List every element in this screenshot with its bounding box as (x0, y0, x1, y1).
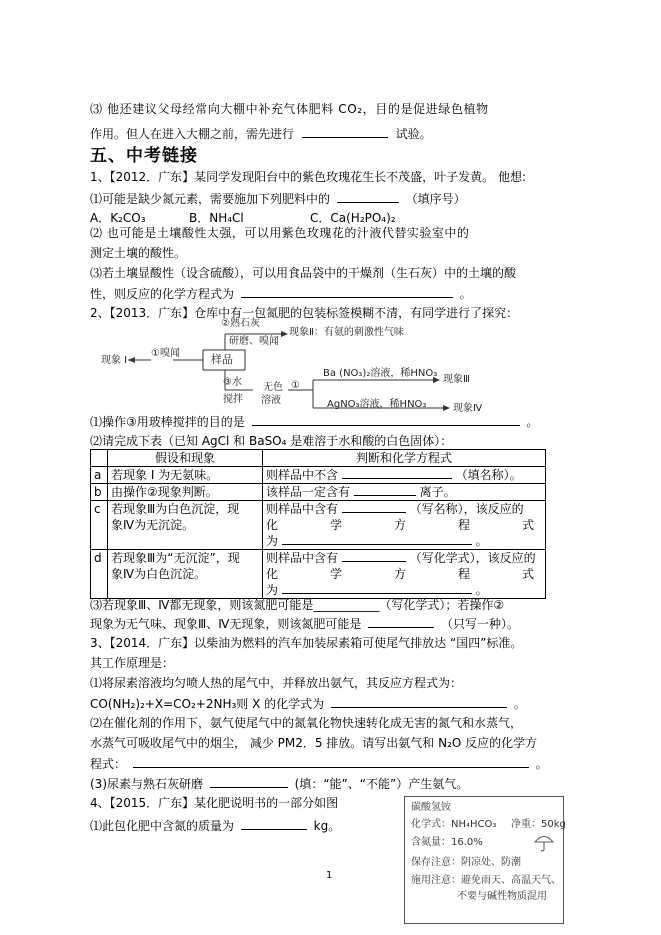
q3-s3-text: (3)尿素与熟石灰研磨 (90, 777, 203, 791)
label-title: 碳酸氢铵 (411, 802, 451, 813)
q-top-line2 (90, 126, 432, 141)
row-judgement (263, 550, 546, 599)
equation-label (266, 566, 534, 582)
cell-char: 学 (329, 567, 342, 581)
q1-s2a: ⑵ 也可能是土壤酸性太强，可以用紫色玫瑰花的汁液代替实验室中的 (90, 226, 470, 240)
reagent-1: Ba (NO₃)₂溶液，稀HNO₃ (323, 368, 438, 379)
cell-text: 离子。 (419, 485, 456, 499)
q1-s1 (90, 191, 466, 206)
cell-text: （写化学式），该反应的 (409, 551, 536, 565)
answer-blank[interactable] (210, 776, 288, 788)
q3-s1eq (90, 696, 526, 711)
q1-s3b-text: 性，则反应的化学方程式为 (90, 287, 235, 301)
cell-char: 式 (521, 567, 534, 581)
cell-text: 则样品中含有 (266, 502, 339, 516)
table-header-row (91, 450, 546, 467)
phenomenon-2: 现象Ⅱ：有氨的刺激性气味 (289, 327, 404, 338)
table-row (91, 550, 546, 599)
q2-s3b-text: 现象为无气味、现象Ⅲ、Ⅳ无现象，则该氮肥可能是 (90, 617, 362, 631)
q3-s1: ⑴将尿素溶液均匀喷人热的尾气中，并释放出氨气，其反应方程式为： (90, 676, 463, 690)
answer-blank[interactable] (354, 484, 416, 496)
q3-intro: 3、【2014．广东】以柴油为燃料的汽车加装尿素箱可使尾气排放达 “国四”标准。 (90, 636, 523, 650)
label-storage: 保存注意：阴凉处、防潮 (411, 857, 521, 868)
phenomenon-1: 现象 I (101, 355, 128, 366)
q2-intro: 2、【2013．广东】仓库中有一包氮肥的包装标签模糊不清，有同学进行了探究： (90, 306, 519, 320)
cell-text: 。 (475, 534, 488, 548)
cell-char: 方 (393, 518, 406, 532)
q3-s3 (90, 776, 468, 791)
phenomenon-3: 现象Ⅲ (443, 374, 470, 385)
q1-s3b-end: 。 (459, 287, 472, 301)
q-top-line1: ⑶ 他还建议父母经常向大棚中补充气体肥料 CO₂，目的是促进绿色植物 (90, 102, 489, 116)
q1-s3a: ⑶若土壤显酸性（设含硫酸），可以用食品袋中的干燥剂（生石灰）中的土壤的酸 (90, 266, 517, 280)
cell-text: （填名称）。 (455, 468, 522, 482)
q4-s1-text: ⑴此包化肥中含氮的质量为 (90, 819, 235, 833)
q1-s3b (90, 286, 472, 301)
q2-s3b (90, 616, 519, 631)
q1-opt-c: C．Ca(H₂PO₄)₂ (310, 211, 396, 225)
label-nitrogen-content: 含氮量：16.0% (411, 837, 483, 848)
answer-blank[interactable] (331, 696, 507, 708)
answer-blank[interactable] (368, 616, 434, 628)
cell-text: （写名称），该反应的 (409, 502, 524, 516)
q4-s1 (90, 818, 340, 833)
page-number: 1 (326, 870, 333, 881)
umbrella-icon (533, 831, 555, 853)
label-net-weight: 净重：50kg (511, 819, 566, 830)
answer-blank[interactable] (282, 582, 472, 594)
step2-label: ②熟石灰 (221, 318, 260, 329)
row-judgement (263, 501, 546, 550)
q1-opt-a: A．K₂CO₃ (90, 211, 146, 225)
cell-text: 。 (475, 583, 488, 597)
q1-s2b: 测定土壤的酸性。 (90, 246, 187, 260)
answer-blank[interactable] (133, 756, 529, 768)
cell-char: 式 (521, 518, 534, 532)
cell-char: 程 (457, 567, 470, 581)
hypothesis-table (90, 449, 546, 599)
answer-blank[interactable] (342, 550, 406, 562)
q-top-line2-text: 作用。但人在进入大棚之前，需先进行 (90, 127, 295, 141)
cell-char: 方 (393, 567, 406, 581)
experiment-flow-diagram (101, 318, 573, 424)
q2-s3a: ⑶若现象Ⅲ、Ⅳ都无现象，则该氮肥可能是___________（写化学式）；若操作② (90, 598, 505, 612)
cell-char: 学 (329, 518, 342, 532)
row-key: d (91, 550, 108, 599)
sample-box: 样品 (211, 353, 233, 366)
cell-text: 则样品中不含 (266, 468, 339, 482)
row-hypothesis: 由操作②现象判断。 (108, 484, 263, 501)
row-hypothesis (108, 501, 263, 550)
equation-label (266, 517, 534, 533)
cell-text: 象Ⅳ为白色沉淀。 (111, 567, 207, 581)
reagent-2: AgNO₃溶液，稀HNO₃ (327, 399, 427, 410)
q3-s2b: 水蒸气可吸收尾气中的烟尘， 减少 PM2．5 排放。请写出氨气和 N₂O 反应的化学方 (90, 736, 538, 750)
cell-text: 则样品中含有 (266, 551, 339, 565)
q4-s1-end: kg。 (313, 819, 341, 833)
table-header: 假设和现象 (108, 450, 263, 467)
q1-intro: 1、【2012．广东】某同学发现阳台中的紫色玫瑰花生长不茂盛，叶子发黄。 他想: (90, 170, 527, 184)
cell-text: 象Ⅳ为无沉淀。 (111, 518, 195, 532)
solution-label-b: 溶液 (261, 395, 281, 406)
step2-label-b: 研磨、嗅闻 (229, 336, 279, 347)
q2-s1-text: ⑴操作③用玻棒搅拌的目的是 (90, 415, 245, 429)
table-row (91, 484, 546, 501)
cell-text: 为 (266, 583, 279, 597)
q3-s2a: ⑵在催化剂的作用下，氨气使尾气中的氮氧化物快速转化成无害的氮气和水蒸气， (90, 716, 523, 730)
q2-s1-end: 。 (526, 415, 539, 429)
q2-s2: ⑵请完成下表（已知 AgCl 和 BaSO₄ 是难溶于水和酸的白色固体）： (90, 434, 453, 448)
q3-s1eq-text: CO(NH₂)₂+X=CO₂+2NH₃则 X 的化学式为 (90, 697, 325, 711)
label-formula: 化学式：NH₄HCO₃ (411, 819, 497, 830)
answer-blank[interactable] (342, 467, 452, 479)
cell-char: 化 (266, 567, 279, 581)
q3-s1eq-end: 。 (513, 697, 526, 711)
answer-blank[interactable] (337, 191, 399, 203)
answer-blank[interactable] (252, 414, 520, 426)
q3-intro2: 其工作原理是： (90, 656, 175, 670)
step3-label-b: 搅拌 (223, 394, 243, 405)
row-hypothesis (108, 550, 263, 599)
q2-s3b-end: （只写一种）。 (441, 617, 520, 631)
q3-s2c (90, 756, 548, 771)
table-row (91, 467, 546, 484)
q2-s1 (90, 414, 538, 429)
row-hypothesis: 若现象 I 为无氨味。 (108, 467, 263, 484)
cell-char: 程 (457, 518, 470, 532)
step3-label: ③水 (223, 377, 242, 388)
answer-blank[interactable] (282, 533, 472, 545)
q3-s2c-text: 程式： (90, 757, 127, 771)
q1-s1-end: （填序号） (405, 192, 466, 206)
q1-s1-text: ⑴可能是缺少氮元素，需要施加下列肥料中的 (90, 192, 331, 206)
q1-opt-b: B．NH₄Cl (189, 211, 244, 225)
cell-text: 若现象Ⅲ为白色沉淀，现 (111, 502, 240, 516)
row-key: b (91, 484, 108, 501)
q-top-line2-end: 试验。 (395, 127, 432, 141)
cell-char: 化 (266, 518, 279, 532)
cell-text: 该样品一定含有 (266, 485, 351, 499)
answer-blank[interactable] (302, 126, 388, 138)
cell-text: 若现象Ⅲ为“无沉淀”，现 (111, 551, 240, 565)
solution-label: 无色 (263, 382, 283, 393)
answer-blank[interactable] (241, 286, 453, 298)
section-title: 五、中考链接 (90, 146, 198, 166)
label-usage: 施用注意：避免雨天、高温天气、 (411, 875, 561, 886)
row-judgement (263, 484, 546, 501)
label-usage-2: 不要与碱性物质混用 (457, 891, 547, 902)
step1-label: ①嗅闻 (151, 348, 180, 359)
fertilizer-label-image (404, 796, 564, 924)
row-key: c (91, 501, 108, 550)
phenomenon-4: 现象Ⅳ (453, 403, 483, 414)
table-header: 判断和化学方程式 (263, 450, 546, 467)
table-row (91, 501, 546, 550)
row-key: a (91, 467, 108, 484)
q4-intro: 4、【2015．广东】某化肥说明书的一部分如图 (90, 796, 339, 810)
row-judgement (263, 467, 546, 484)
q3-s2c-end: 。 (535, 757, 548, 771)
answer-blank[interactable] (342, 501, 406, 513)
cell-text: 为 (266, 534, 279, 548)
q3-s3-end: (填：“能”、“不能”）产生氨气。 (294, 777, 469, 791)
step-circle-1: ① (291, 380, 300, 391)
answer-blank[interactable] (241, 818, 307, 830)
